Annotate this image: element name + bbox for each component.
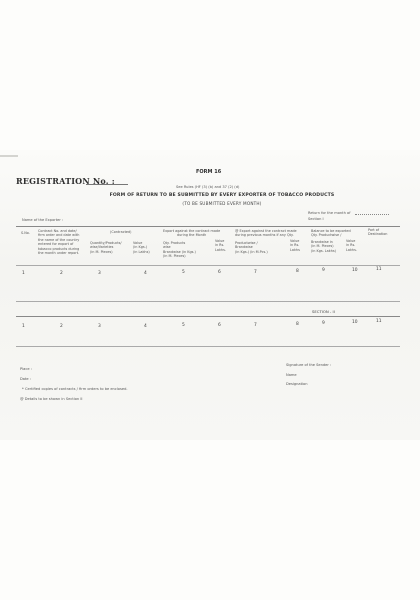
header-value-2: Value in Rs. Lakhs. (215, 239, 226, 252)
form-number: FORM 16 (196, 169, 222, 175)
registration-number-line (86, 184, 128, 185)
date-label: Date : (20, 377, 31, 381)
name-label: Name (286, 373, 297, 377)
header-productwise: Productwise / Brandwise (in Kgs.) (in M.Pcs.) (235, 241, 268, 254)
column-number: 7 (254, 270, 257, 275)
scan-mark (0, 155, 18, 157)
place-label: Place : (20, 367, 32, 371)
section-ii-column-number: 1 (22, 324, 25, 329)
header-contract: Contract No. and date/ firm order and date with the name of the country entered for export of tobacco products during the month under report. (38, 229, 80, 256)
header-brandwise: Brandwise in (in M. Pieces) (in Kgs. Lakhs) (311, 240, 336, 253)
column-number: 11 (376, 267, 382, 272)
header-qty-products: Qty. Products wise Brandwise (in Kgs.) (in M. Pieces) (163, 241, 196, 259)
signature-label: Signature of the Sender : (286, 363, 332, 367)
section-ii-column-number: 4 (144, 324, 147, 329)
section-ii-column-number: 9 (322, 321, 325, 326)
section-i-bottom-rule (16, 301, 400, 302)
header-value-3: Value in Rs. Lakhs (290, 239, 300, 252)
return-month-label: Return for the month of (308, 211, 351, 215)
column-number: 6 (218, 270, 221, 275)
header-value-4: Value in Rs. Lakhs. (346, 239, 357, 252)
header-contracted: (Contracted) (110, 230, 132, 234)
column-number-rule (16, 265, 400, 266)
header-sno: S.No. (21, 231, 30, 235)
column-number: 1 (22, 271, 25, 276)
header-export-previous: @ Export against the contract made during previous months if any Qty. (235, 229, 297, 238)
exporter-name-label: Name of the Exporter : (22, 218, 64, 222)
section-ii-column-number: 7 (254, 323, 257, 328)
certified-copies-note: * Certified copies of contracts / firm orders to be enclosed. (22, 387, 128, 391)
form-heading: FORM OF RETURN TO BE SUBMITTED BY EVERY EXPORTER OF TOBACCO PRODUCTS (109, 193, 335, 198)
section-ii-column-number: 5 (182, 323, 185, 328)
column-number: 8 (296, 269, 299, 274)
header-value-1: Value (in Kgs.) (in Lakhs) (133, 241, 150, 254)
form-subheading: (TO BE SUBMITTED EVERY MONTH) (182, 201, 262, 206)
column-number: 4 (144, 271, 147, 276)
section-ii-label: SECTION - II (312, 309, 335, 314)
section-ii-column-number: 10 (352, 320, 358, 325)
section-ii-details-note: @ Details to be shown in Section II (20, 397, 83, 401)
return-month-line (355, 214, 389, 215)
table-top-rule (16, 226, 400, 227)
section-ii-column-number: 11 (376, 319, 382, 324)
section-ii-column-number: 2 (60, 324, 63, 329)
section-ii-top-rule (16, 316, 400, 317)
column-number: 2 (60, 271, 63, 276)
header-quantity: Quantity/Products/ wise/Varieties (in M. Pieces) (90, 241, 122, 254)
header-balance: Balance to be exported Qty. Productwise / (311, 229, 351, 238)
section-ii-column-number: 3 (98, 324, 101, 329)
section-ii-bottom-rule (16, 346, 400, 347)
column-number: 5 (182, 270, 185, 275)
column-number: 3 (98, 271, 101, 276)
section-ii-column-number: 6 (218, 323, 221, 328)
rules-reference: See Rules (HF (3) (b) and 37 (2) (d) (176, 185, 240, 189)
section-i-label: Section I (308, 217, 324, 221)
column-number: 10 (352, 268, 358, 273)
header-export-month: Export against the contract made during the Month (163, 229, 221, 238)
header-port: Port of Destination (368, 228, 388, 237)
designation-label: Designation (286, 382, 308, 386)
section-ii-column-number: 8 (296, 322, 299, 327)
registration-label: REGISTRATION No. : (16, 176, 115, 186)
column-number: 9 (322, 268, 325, 273)
